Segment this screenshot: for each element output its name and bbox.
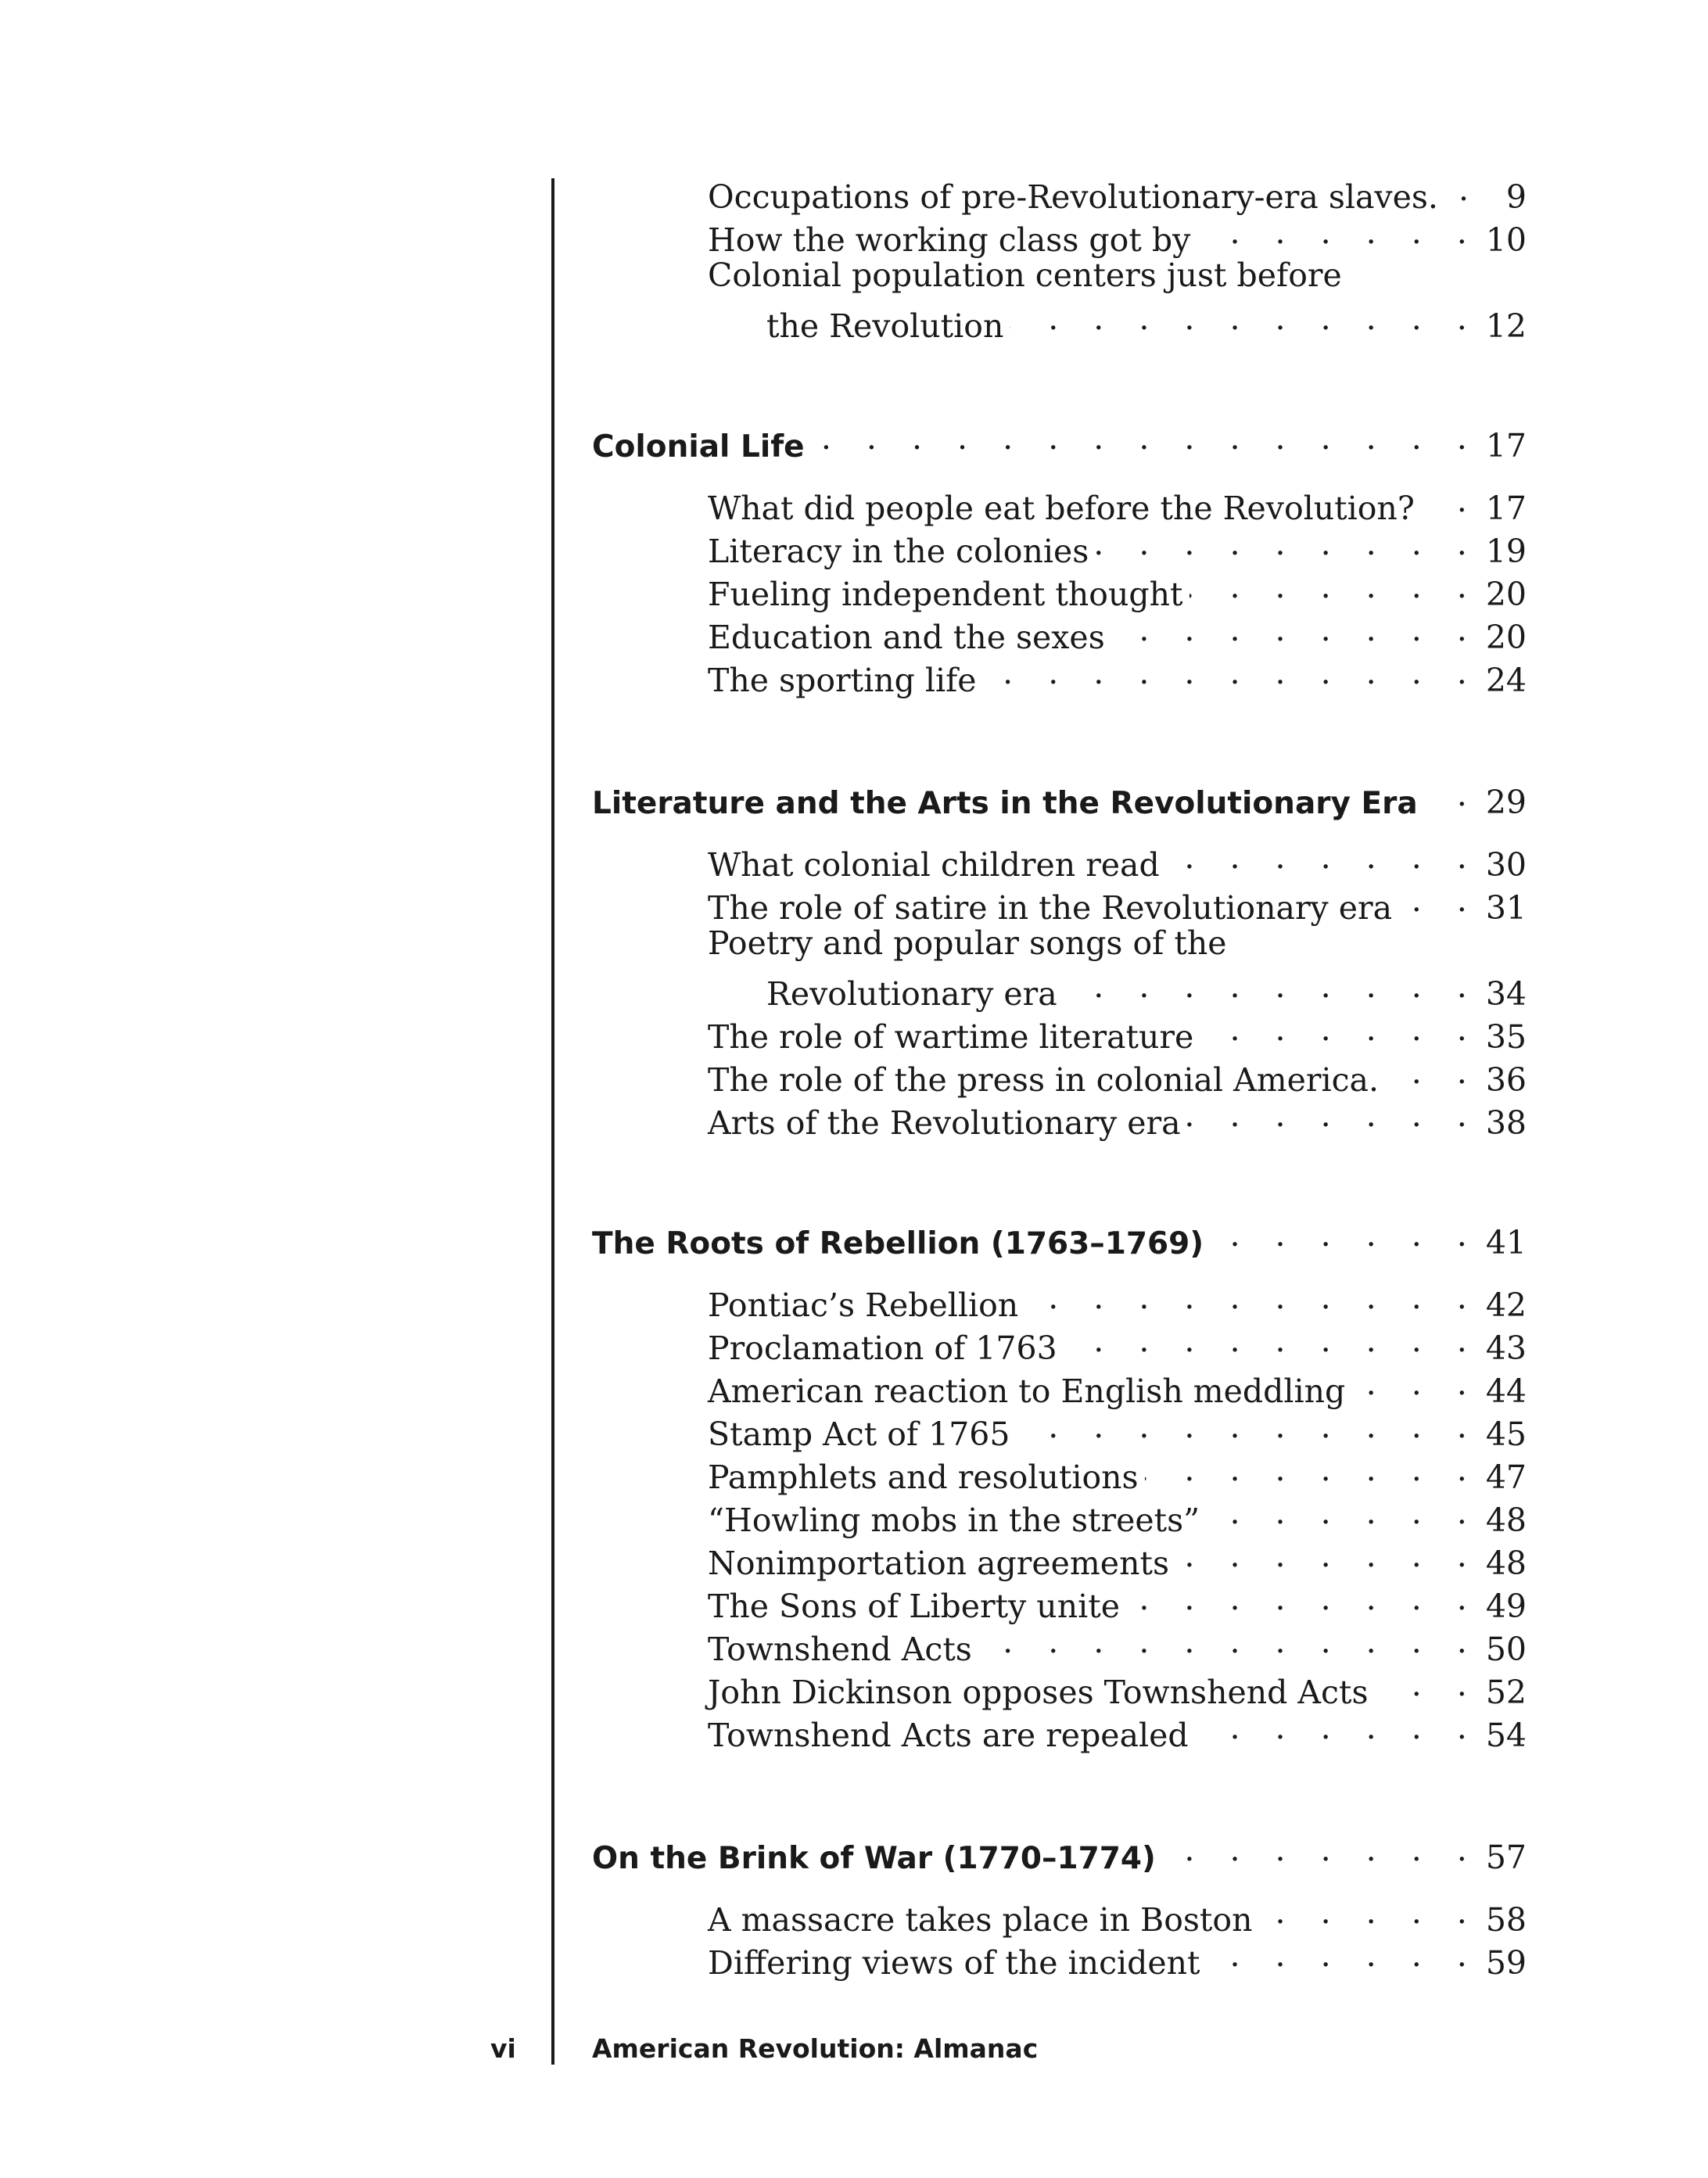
- toc-entry[interactable]: [708, 1936, 1527, 1982]
- entry-title: The sporting life: [708, 662, 977, 699]
- entry-title: A massacre takes place in Boston: [708, 1901, 1253, 1939]
- dot-leader: [1424, 776, 1480, 813]
- dot-leader: [1375, 1666, 1480, 1703]
- entry-title: “Howling mobs in the streets”: [708, 1502, 1200, 1539]
- entry-title: The Sons of Liberty unite: [708, 1588, 1120, 1625]
- entry-title: Poetry and popular songs of the: [708, 924, 1227, 962]
- entry-page: 9: [1505, 178, 1527, 216]
- section-page: 29: [1485, 784, 1527, 821]
- section-page: 41: [1485, 1224, 1527, 1261]
- section-page: 57: [1485, 1839, 1527, 1876]
- entry-page: 20: [1485, 576, 1527, 613]
- toc-entry[interactable]: [708, 1322, 1527, 1367]
- dot-leader: [1385, 1053, 1480, 1091]
- dot-leader: [1351, 1365, 1480, 1402]
- toc-section-heading[interactable]: [592, 1831, 1527, 1876]
- entry-title: The role of satire in the Revolutionary era: [708, 889, 1393, 927]
- dot-leader: [1064, 967, 1480, 1005]
- section-title: Colonial Life: [592, 429, 805, 465]
- entry-title: the Revolution: [766, 307, 1004, 345]
- entry-page: 19: [1485, 533, 1527, 570]
- toc-section-heading[interactable]: [592, 419, 1527, 465]
- entry-page: 30: [1485, 846, 1527, 884]
- entry-title: Fueling independent thought: [708, 576, 1183, 613]
- entry-page: 48: [1485, 1545, 1527, 1582]
- dot-leader: [1197, 213, 1480, 251]
- section-title: The Roots of Rebellion (1763–1769): [592, 1226, 1204, 1261]
- dot-leader: [1095, 525, 1480, 562]
- entry-title: The role of wartime literature: [708, 1018, 1194, 1056]
- toc-entry[interactable]: [708, 1580, 1527, 1625]
- entry-page: 47: [1485, 1459, 1527, 1496]
- dot-leader: [1210, 1216, 1480, 1254]
- toc-entry[interactable]: [708, 838, 1527, 884]
- toc-entry[interactable]: [708, 1053, 1527, 1099]
- dot-leader: [1111, 611, 1480, 648]
- entry-page: 54: [1485, 1717, 1527, 1754]
- entry-title: Occupations of pre-Revolutionary-era slaves.: [708, 178, 1438, 216]
- entry-page: 38: [1485, 1104, 1527, 1142]
- running-footer-title: American Revolution: Almanac: [592, 2033, 1039, 2064]
- entry-title: Stamp Act of 1765: [708, 1416, 1010, 1453]
- entry-title: American reaction to English meddling: [708, 1372, 1346, 1410]
- dot-leader: [1421, 482, 1480, 519]
- entry-page: 52: [1485, 1674, 1527, 1711]
- dot-leader: [1258, 1893, 1479, 1931]
- dot-leader: [1175, 1537, 1480, 1574]
- toc-section-heading[interactable]: [592, 1216, 1527, 1261]
- entry-page: 35: [1485, 1018, 1527, 1056]
- toc-entry[interactable]: [708, 1279, 1527, 1324]
- entry-page: 17: [1485, 490, 1527, 527]
- entry-title: Pontiac’s Rebellion: [708, 1286, 1019, 1324]
- dot-leader: [1187, 1096, 1480, 1134]
- entry-page: 49: [1485, 1588, 1527, 1625]
- entry-page: 50: [1485, 1631, 1527, 1668]
- toc-entry[interactable]: [708, 1893, 1527, 1939]
- dot-leader: [1195, 1709, 1480, 1746]
- toc-entry[interactable]: [708, 881, 1527, 927]
- entry-title: Nonimportation agreements: [708, 1545, 1169, 1582]
- entry-page: 10: [1485, 221, 1527, 259]
- dot-leader: [1010, 300, 1479, 337]
- entry-page: 12: [1485, 307, 1527, 345]
- toc-entry[interactable]: [708, 654, 1527, 699]
- entry-title: Colonial population centers just before: [708, 257, 1342, 294]
- entry-page: 34: [1485, 975, 1527, 1013]
- entry-page: 44: [1485, 1372, 1527, 1410]
- dot-leader: [1190, 568, 1480, 605]
- entry-title: The role of the press in colonial America.: [708, 1061, 1380, 1099]
- toc-entry[interactable]: [708, 611, 1527, 656]
- dot-leader: [1016, 1408, 1479, 1445]
- toc-entry[interactable]: [708, 1408, 1527, 1453]
- toc-entry[interactable]: [708, 568, 1527, 613]
- section-page: 17: [1485, 427, 1527, 465]
- toc-entry[interactable]: [708, 1666, 1527, 1711]
- entry-page: 43: [1485, 1329, 1527, 1367]
- toc-entry[interactable]: [708, 1709, 1527, 1754]
- toc-entry[interactable]: [708, 1451, 1527, 1496]
- toc-entry[interactable]: [708, 1623, 1527, 1668]
- toc-entry[interactable]: [708, 525, 1527, 570]
- entry-page: 31: [1485, 889, 1527, 927]
- section-title: Literature and the Arts in the Revolutionary Era: [592, 786, 1418, 821]
- section-title: On the Brink of War (1770–1774): [592, 1841, 1156, 1876]
- toc-entry-line[interactable]: [708, 924, 1527, 962]
- entry-title: Proclamation of 1763: [708, 1329, 1057, 1367]
- toc-entry[interactable]: [708, 482, 1527, 527]
- entry-page: 59: [1485, 1944, 1527, 1982]
- dot-leader: [983, 654, 1480, 691]
- entry-title: Pamphlets and resolutions: [708, 1459, 1139, 1496]
- entry-title: Differing views of the incident: [708, 1944, 1200, 1982]
- toc-entry[interactable]: [708, 1494, 1527, 1539]
- dot-leader: [1024, 1279, 1480, 1316]
- entry-page: 42: [1485, 1286, 1527, 1324]
- entry-title: Townshend Acts are repealed: [708, 1717, 1189, 1754]
- dot-leader: [978, 1623, 1480, 1660]
- entry-title: Arts of the Revolutionary era: [708, 1104, 1181, 1142]
- entry-title: Literacy in the colonies: [708, 533, 1089, 570]
- entry-page: 45: [1485, 1416, 1527, 1453]
- toc-entry-continuation[interactable]: [766, 300, 1527, 345]
- page-folio: vi: [490, 2033, 516, 2064]
- entry-title: What colonial children read: [708, 846, 1160, 884]
- dot-leader: [1166, 838, 1480, 876]
- toc-entry[interactable]: [708, 213, 1527, 259]
- toc-entry[interactable]: [708, 1096, 1527, 1142]
- toc-entry[interactable]: [708, 1010, 1527, 1056]
- entry-page: 36: [1485, 1061, 1527, 1099]
- entry-page: 48: [1485, 1502, 1527, 1539]
- dot-leader: [1398, 881, 1480, 919]
- dot-leader: [1206, 1494, 1480, 1531]
- dot-leader: [1162, 1831, 1480, 1868]
- entry-page: 24: [1485, 662, 1527, 699]
- dot-leader: [1145, 1451, 1480, 1488]
- toc-section-heading[interactable]: [592, 776, 1527, 821]
- vertical-rule: [551, 178, 554, 2065]
- entry-title: John Dickinson opposes Townshend Acts: [708, 1674, 1369, 1711]
- dot-leader: [1444, 170, 1481, 208]
- dot-leader: [1200, 1010, 1480, 1048]
- entry-title: How the working class got by: [708, 221, 1191, 259]
- toc-entry-continuation[interactable]: [766, 967, 1527, 1013]
- dot-leader: [1064, 1322, 1480, 1359]
- entry-page: 58: [1485, 1901, 1527, 1939]
- entry-title: What did people eat before the Revolution?: [708, 490, 1415, 527]
- dot-leader: [1126, 1580, 1480, 1617]
- entry-title: Townshend Acts: [708, 1631, 972, 1668]
- entry-title: Revolutionary era: [766, 975, 1057, 1013]
- dot-leader: [1207, 1936, 1480, 1974]
- entry-page: 20: [1485, 619, 1527, 656]
- dot-leader: [811, 419, 1480, 457]
- entry-title: Education and the sexes: [708, 619, 1105, 656]
- toc-entry[interactable]: [708, 1537, 1527, 1582]
- toc-entry[interactable]: [708, 170, 1527, 216]
- toc-entry[interactable]: [708, 1365, 1527, 1410]
- toc-entry-line[interactable]: [708, 257, 1527, 294]
